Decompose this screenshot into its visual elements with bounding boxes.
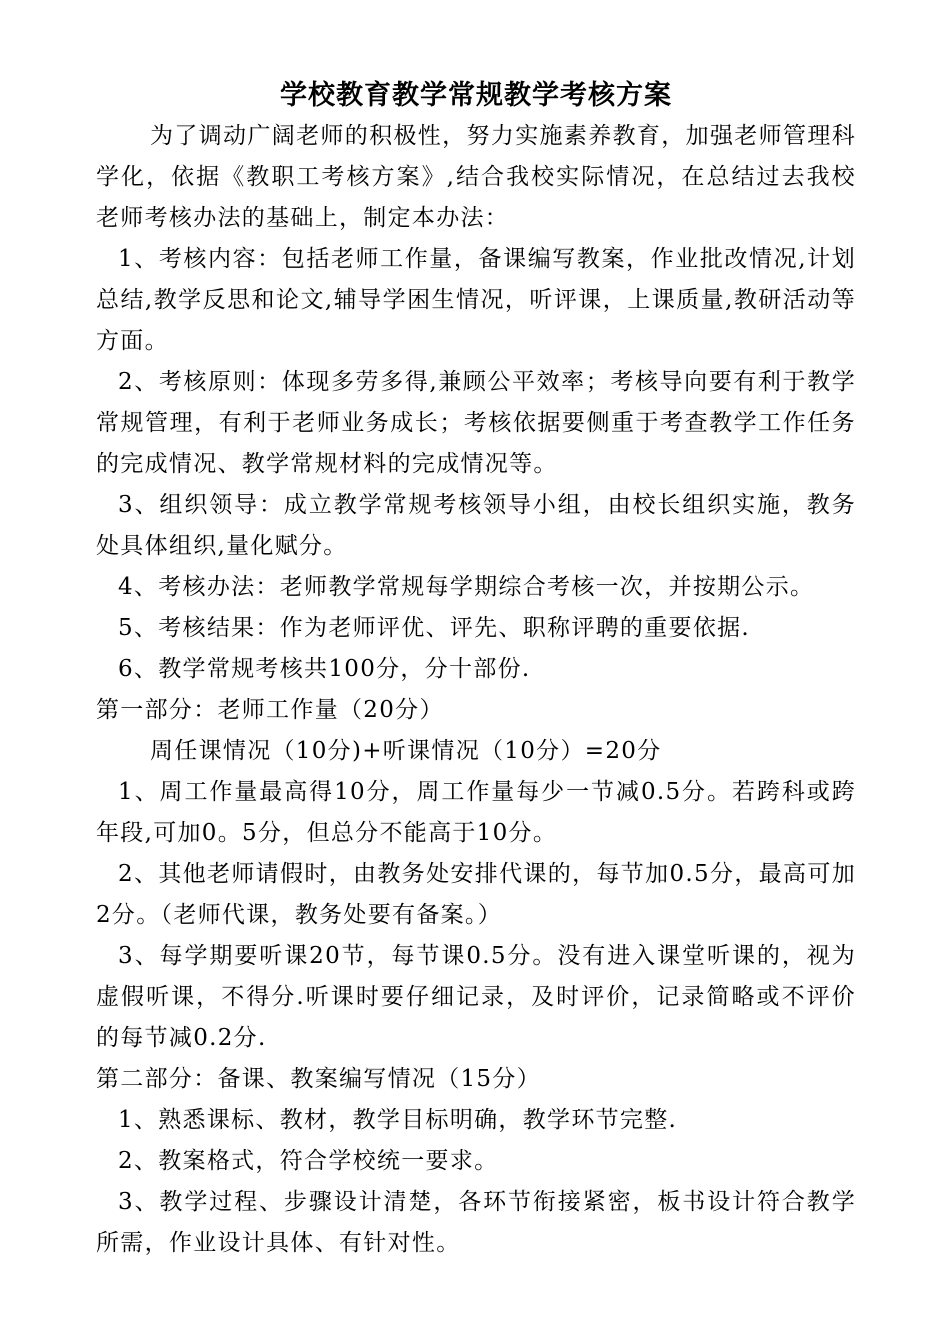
part1-item-3: 3、每学期要听课20节，每节课0.5分。没有进入课堂听课的，视为虚假听课，不得分.听课时要仔细记录，及时评价，记录简略或不评价的每节减0.2分. (96, 943, 856, 1051)
part1-item-1: 1、周工作量最高得10分，周工作量每少一节减0.5分。若跨科或跨年段,可加0。5分，但总分不能高于10分。 (96, 779, 856, 846)
document-title: 学校教育教学常规教学考核方案 (280, 80, 672, 111)
document-page (96, 78, 856, 1264)
part2-heading: 第二部分：备课、教案编写情况（15分） (96, 1066, 541, 1092)
part2-item-3: 3、教学过程、步骤设计清楚，各环节衔接紧密，板书设计符合教学所需，作业设计具体、有针对性。 (96, 1189, 856, 1256)
rule-item-4: 4、考核办法：老师教学常规每学期综合考核一次，并按期公示。 (118, 574, 815, 600)
rule-item-2: 2、考核原则：体现多劳多得,兼顾公平效率；考核导向要有利于教学常规管理，有利于老师业务成长；考核依据要侧重于考查教学工作任务的完成情况、教学常规材料的完成情况等。 (96, 369, 856, 477)
rule-item-6: 6、教学常规考核共100分，分十部份. (118, 656, 531, 682)
part2-item-1: 1、熟悉课标、教材，教学目标明确，教学环节完整. (118, 1107, 678, 1133)
rule-item-5: 5、考核结果：作为老师评优、评先、职称评聘的重要依据. (118, 615, 751, 641)
part2-item-2: 2、教案格式，符合学校统一要求。 (118, 1148, 499, 1174)
part1-heading: 第一部分：老师工作量（20分） (96, 697, 444, 723)
intro-paragraph: 为了调动广阔老师的积极性，努力实施素养教育，加强老师管理科学化，依据《教职工考核方案》,结合我校实际情况，在总结过去我校老师考核办法的基础上，制定本办法： (96, 123, 856, 231)
part1-formula: 周任课情况（10分)+听课情况（10分）=20分 (150, 738, 662, 764)
rule-item-3: 3、组织领导：成立教学常规考核领导小组，由校长组织实施，教务处具体组织,量化赋分。 (96, 492, 856, 559)
part1-item-2: 2、其他老师请假时，由教务处安排代课的，每节加0.5分，最高可加2分。（老师代课，教务处要有备案。） (96, 861, 856, 928)
rule-item-1: 1、考核内容：包括老师工作量，备课编写教案，作业批改情况,计划总结,教学反思和论文,辅导学困生情况，听评课，上课质量,教研活动等方面。 (96, 246, 856, 354)
